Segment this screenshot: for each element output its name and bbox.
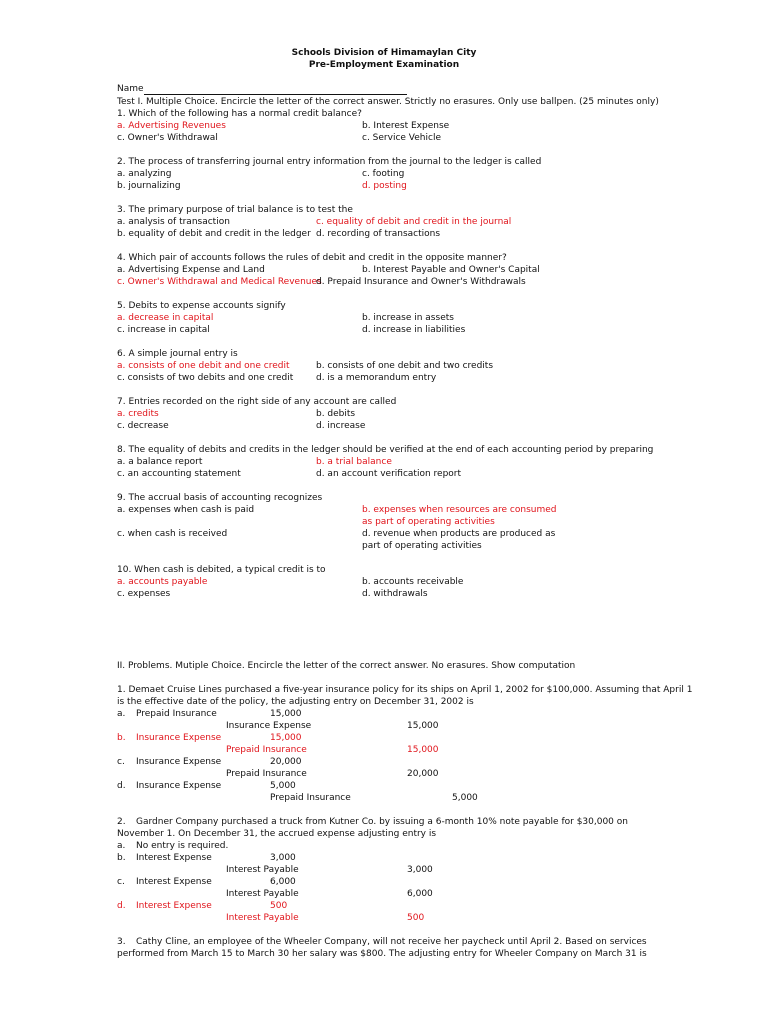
question-3: 3. The primary purpose of trial balance is to test the [117,205,353,215]
header-subtitle: Pre-Employment Examination [308,60,460,70]
p1-c-letter: c. [117,757,125,767]
test2-instructions: II. Problems. Mutiple Choice. Encircle the letter of the correct answer. No erasures. Show computation [117,661,576,671]
question-8: 8. The equality of debits and credits in the ledger should be verified at the end of each accounting period by preparing [117,445,654,455]
question-2: 2. The process of transferring journal entry information from the journal to the ledger is called [117,157,542,167]
problem-3-line1: Cathy Cline, an employee of the Wheeler Company, will not receive her paycheck until April 2. Based on services [136,937,647,947]
q6-option-d: d. is a memorandum entry [316,373,437,383]
q8-option-a: a. a balance report [117,457,203,467]
p1-d-credit-amount: 5,000 [452,793,478,803]
q9-option-b-cont: as part of operating activities [362,517,495,527]
p1-b-credit-amount: 15,000 [407,745,439,755]
p1-b-credit: Prepaid Insurance [226,745,307,755]
p2-d-credit-amount: 500 [407,913,425,923]
p2-b-credit: Interest Payable [226,865,299,875]
q3-option-d: d. recording of transactions [316,229,441,239]
q8-option-d: d. an account verification report [316,469,462,479]
problem-2-line1: Gardner Company purchased a truck from Kutner Co. by issuing a 6-month 10% note payable for $30,000 on [136,817,628,827]
q10-option-b: b. accounts receivable [362,577,464,587]
p2-b-letter: b. [117,853,126,863]
q8-option-b: b. a trial balance [316,457,392,467]
p1-a-debit: Prepaid Insurance [136,709,217,719]
question-7: 7. Entries recorded on the right side of any account are called [117,397,397,407]
p1-b-debit: Insurance Expense [136,733,222,743]
q7-option-b: b. debits [316,409,356,419]
p1-d-credit: Prepaid Insurance [270,793,351,803]
question-6: 6. A simple journal entry is [117,349,238,359]
p2-c-debit-amount: 6,000 [270,877,296,887]
p1-a-credit-amount: 15,000 [407,721,439,731]
p1-c-credit-amount: 20,000 [407,769,439,779]
q1-option-c: c. Owner's Withdrawal [117,133,218,143]
problem-3-line2: performed from March 15 to March 30 her salary was $800. The adjusting entry for Wheeler Company on March 31 is [117,949,647,959]
q1-option-d: c. Service Vehicle [362,133,441,143]
q9-option-a: a. expenses when cash is paid [117,505,255,515]
name-label: Name [117,84,144,94]
problem-1-line1: 1. Demaet Cruise Lines purchased a five-year insurance policy for its ships on April 1, 2002 for $100,000. Assuming that April 1 [117,685,693,695]
q3-option-c: b. equality of debit and credit in the ledger [117,229,311,239]
q3-option-b: c. equality of debit and credit in the journal [316,217,512,227]
q9-option-b: b. expenses when resources are consumed [362,505,557,515]
p2-c-letter: c. [117,877,125,887]
q2-option-c: b. journalizing [117,181,181,191]
p1-d-debit: Insurance Expense [136,781,222,791]
p2-d-letter: d. [117,901,126,911]
question-10: 10. When cash is debited, a typical credit is to [117,565,326,575]
header-title: Schools Division of Himamaylan City [291,48,477,58]
q7-option-a: a. credits [117,409,159,419]
q5-option-d: d. increase in liabilities [362,325,466,335]
q8-option-c: c. an accounting statement [117,469,241,479]
q5-option-a: a. decrease in capital [117,313,214,323]
q1-option-a: a. Advertising Revenues [117,121,226,131]
p1-b-debit-amount: 15,000 [270,733,302,743]
p2-a-letter: a. [117,841,126,851]
question-1: 1. Which of the following has a normal credit balance? [117,109,362,119]
p1-b-letter: b. [117,733,126,743]
q6-option-b: b. consists of one debit and two credits [316,361,494,371]
q10-option-a: a. accounts payable [117,577,208,587]
p1-c-debit-amount: 20,000 [270,757,302,767]
q4-option-d: d. Prepaid Insurance and Owner's Withdrawals [316,277,526,287]
q4-option-a: a. Advertising Expense and Land [117,265,265,275]
q5-option-b: b. increase in assets [362,313,454,323]
q2-option-b: c. footing [362,169,405,179]
problem-3-number: 3. [117,937,126,947]
p1-c-debit: Insurance Expense [136,757,222,767]
p2-c-credit-amount: 6,000 [407,889,433,899]
p2-b-debit: Interest Expense [136,853,212,863]
p2-d-credit: Interest Payable [226,913,299,923]
q10-option-d: d. withdrawals [362,589,428,599]
p2-d-debit: Interest Expense [136,901,212,911]
problem-2-number: 2. [117,817,126,827]
p2-c-credit: Interest Payable [226,889,299,899]
test1-instructions: Test I. Multiple Choice. Encircle the letter of the correct answer. Strictly no erasures. Only use ballpen. (25 minutes only) [117,97,659,107]
problem-2-line2: November 1. On December 31, the accrued expense adjusting entry is [117,829,437,839]
q2-option-a: a. analyzing [117,169,172,179]
q7-option-d: d. increase [316,421,366,431]
p1-a-credit: Insurance Expense [226,721,312,731]
q6-option-a: a. consists of one debit and one credit [117,361,290,371]
p1-d-letter: d. [117,781,126,791]
q4-option-b: b. Interest Payable and Owner's Capital [362,265,540,275]
p2-b-debit-amount: 3,000 [270,853,296,863]
p2-b-credit-amount: 3,000 [407,865,433,875]
p2-c-debit: Interest Expense [136,877,212,887]
p1-a-debit-amount: 15,000 [270,709,302,719]
problem-1-line2: is the effective date of the policy, the adjusting entry on December 31, 2002 is [117,697,474,707]
q5-option-c: c. increase in capital [117,325,210,335]
q9-option-d: d. revenue when products are produced as [362,529,556,539]
p1-a-letter: a. [117,709,126,719]
name-field [117,83,407,95]
q2-option-d: d. posting [362,181,407,191]
q4-option-c: c. Owner's Withdrawal and Medical Revenues [117,277,322,287]
q9-option-d-cont: part of operating activities [362,541,482,551]
q7-option-c: c. decrease [117,421,169,431]
p2-d-debit-amount: 500 [270,901,288,911]
q10-option-c: c. expenses [117,589,171,599]
p1-d-debit-amount: 5,000 [270,781,296,791]
q1-option-b: b. Interest Expense [362,121,450,131]
q6-option-c: c. consists of two debits and one credit [117,373,294,383]
question-4: 4. Which pair of accounts follows the rules of debit and credit in the opposite manner? [117,253,507,263]
name-underline [144,84,407,95]
q3-option-a: a. analysis of transaction [117,217,230,227]
p2-a-text: No entry is required. [136,841,229,851]
question-9: 9. The accrual basis of accounting recognizes [117,493,323,503]
q9-option-c: c. when cash is received [117,529,228,539]
question-5: 5. Debits to expense accounts signify [117,301,286,311]
p1-c-credit: Prepaid Insurance [226,769,307,779]
